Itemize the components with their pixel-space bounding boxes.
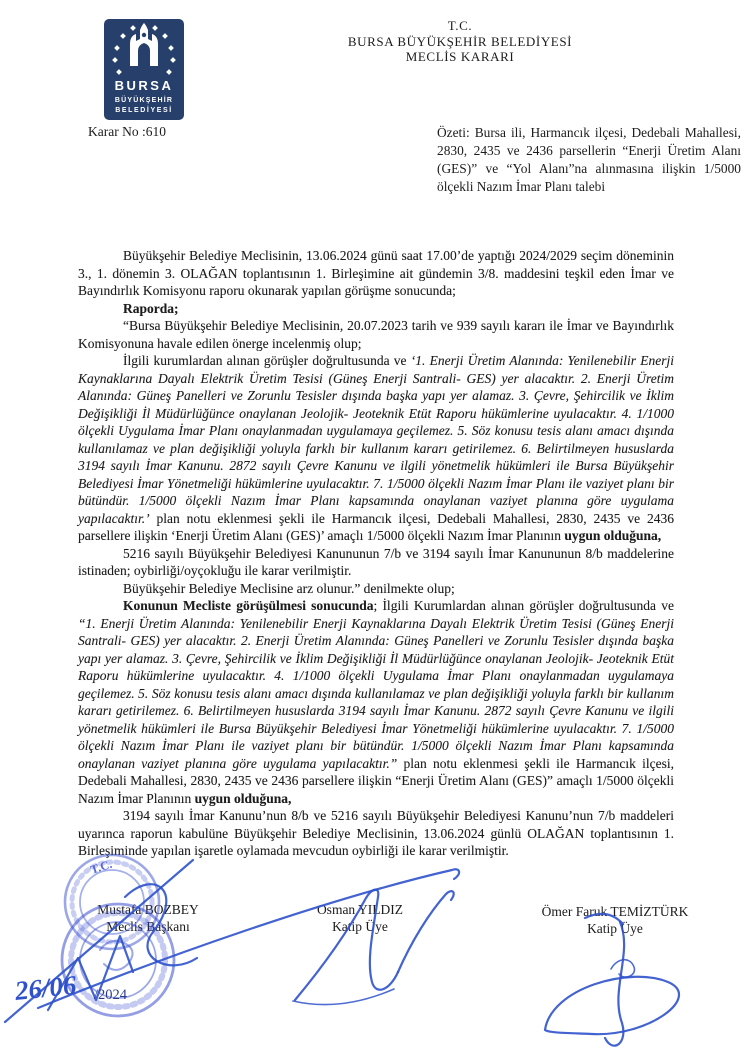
body-paragraph-intro	[78, 247, 674, 300]
signer-title: Katip Üye	[587, 921, 643, 936]
council-tail: plan notu eklenmesi şekli ile Harmancık ilçesi, Dedebali Mahallesi, 2830, 2435 ve 2436 parsellere ilişkin “Enerji Üretim Alanı (GES)” amaçlı 1/5000 ölçekli Nazım İmar Planının	[78, 755, 674, 806]
decision-number: Karar No :610	[88, 124, 166, 139]
signature-block-katip-uye-2	[515, 903, 715, 937]
raporda-heading: Raporda;	[123, 300, 179, 316]
approval-phrase-1: uygun olduğuna,	[564, 528, 662, 543]
council-decision-heading: Konunun Mecliste görüşülmesi sonucunda	[123, 598, 374, 613]
logo-text-bursa: BURSA	[114, 78, 174, 93]
body-paragraph-submission	[78, 580, 674, 598]
opinion-tail: plan notu eklenmesi şekli ile Harmancık ilçesi, Dedebali Mahallesi, 2830, 2435 ve 2436 parsellere ilişkin ‘Enerji Üretim Alanı (GES)’ amaçlı 1/5000 ölçekli Nazım İmar Planının	[78, 510, 674, 543]
signature-block-katip-uye-1	[280, 901, 440, 935]
letterhead	[270, 18, 650, 65]
signer-name: Osman YILDIZ	[316, 902, 404, 917]
council-lead: ; İlgili Kurumlardan alınan görüşler doğrultusunda ve	[373, 598, 674, 613]
signature-block-meclis-baskani	[58, 901, 238, 935]
letterhead-municipality: BURSA BÜYÜKŞEHİR BELEDİYESİ	[347, 33, 573, 49]
intro-text: Büyükşehir Belediye Meclisinin, 13.06.2024 günü saat 17.00’de yaptığı 2024/2029 seçim döneminin 3., 1. dönemin 3. OLAĞAN toplantısının 1. Birleşimine ait gündemin 3/8. maddesini teşkil eden İmar ve Bayındırlık Komisyonu raporu okunarak yapılan görüşme sonucunda;	[78, 248, 674, 298]
date-year: /2024	[94, 987, 128, 1003]
body-paragraph-raporda	[78, 300, 674, 318]
body-paragraph-commission-opinion	[78, 352, 674, 545]
summary-paragraph: Özeti: Bursa ili, Harmancık ilçesi, Dedebali Mahallesi, 2830, 2435 ve 2436 parsellerin “Enerji Üretim Alanı (GES)” ve “Yol Alanı”na alınmasına ilişkin 1/5000 ölçekli Nazım İmar Planı talebi	[437, 125, 741, 194]
letterhead-doc-type: MECLİS KARARI	[405, 49, 515, 64]
submission-text: Büyükşehir Belediye Meclisine arz olunur.” denilmekte olup;	[123, 580, 455, 596]
signer-title: Katip Üye	[332, 919, 388, 934]
handwritten-date	[12, 970, 127, 1006]
opinion-lead: İlgili kurumlardan alınan görüşler doğrultusunda ve	[123, 353, 411, 368]
body-paragraph-referral	[78, 317, 674, 352]
signer-name: Ömer Faruk TEMİZTÜRK	[541, 904, 689, 919]
signer-name: Mustafa BOZBEY	[97, 902, 199, 917]
approval-phrase-2: uygun olduğuna,	[194, 790, 292, 806]
body-paragraph-legal-basis	[78, 545, 674, 580]
date-day-month: 26/06	[13, 969, 78, 1006]
final-vote-text: 3194 sayılı İmar Kanunu’nun 8/b ve 5216 sayılı Büyükşehir Belediyesi Kanunu’nun 7/b maddeleri uyarınca raporun kabulüne Büyükşehir Belediye Meclisinin, 13.06.2024 günlü OLAĞAN toplantısının 1. Birleşiminde yapılan işaretle oylamada mevcudun oybirliği ile karar verilmiştir.	[78, 808, 674, 858]
signature-ink-meclis-baskani	[5, 860, 459, 1022]
legal-basis-text: 5216 sayılı Büyükşehir Belediyesi Kanununun 7/b ve 3194 sayılı İmar Kanununun 8/b maddelerine istinaden; oybirliği/oyçokluğu ile karar verilmiştir.	[78, 545, 674, 578]
decision-body	[78, 247, 674, 860]
plan-note-quote-2: “1. Enerji Üretim Alanında: Yenilenebilir Enerji Kaynaklarına Dayalı Elektrik Üretim Tesisi (Güneş Enerji Santrali- GES) yer alacaktır. 2. Enerji Üretim Alanında: Güneş Panelleri ve Zorunlu Tesisler dışında başka yapı yer alamaz. 3. Çevre, Şehircilik ve İklim Değişikliği İl Müdürlüğünce onaylanan Jeolojik- Jeoteknik Etüt Raporu hükümlerine uyulacaktır. 4. 1/1000 ölçekli Uygulama İmar Planı onaylanmadan uygulamaya geçilemez. 5. Söz konusu tesis alanı amacı dışında kullanılamaz ve plan değişikliği yoluyla farklı bir kullanım kararı getirilemez. 6. Belirtilmeyen hususlarda 3194 sayılı İmar Kanunu. 2872 sayılı Çevre Kanunu ve ilgili yönetmelik hükümleri ile Bursa Büyükşehir Belediyesi İmar Yönetmeliği hükümlerine uyulacaktır. 7. 1/5000 ölçekli Nazım İmar Planı ile vaziyet planı bir bütündür. 1/5000 ölçekli Nazım İmar Planı kapsamında onaylanan vaziyet planına göre uygulama yapılacaktır.”	[78, 615, 674, 771]
stamp-tc-text: T.C.	[88, 856, 114, 877]
referral-text: “Bursa Büyükşehir Belediye Meclisinin, 20.07.2023 tarih ve 939 sayılı kararı ile İmar ve Bayındırlık Komisyonuna havale edilen önerge incelenmiş olup;	[78, 318, 674, 351]
official-stamp-icon	[62, 855, 174, 1016]
signer-title: Meclis Başkanı	[106, 919, 190, 934]
body-paragraph-final-vote	[78, 807, 674, 860]
letterhead-tc: T.C.	[447, 18, 473, 33]
logo-text-belediyesi: BELEDİYESİ	[115, 107, 173, 114]
plan-note-quote-1: ‘1. Enerji Üretim Alanında: Yenilenebilir Enerji Kaynaklarına Dayalı Elektrik Üretim Tesisi (Güneş Enerji Santrali- GES) yer alacaktır. 2. Enerji Üretim Alanında: Güneş Panelleri ve Zorunlu Tesisler dışında başka yapı yer alamaz. 3. Çevre, Şehircilik ve İklim Değişikliği İl Müdürlüğünce onaylanan Jeolojik- Jeoteknik Etüt Raporu hükümlerine uyulacaktır. 4. 1/1000 ölçekli Uygulama İmar Planı onaylanmadan uygulamaya geçilemez. 5. Söz konusu tesis alanı amacı dışında kullanılamaz ve plan değişikliği yoluyla farklı bir kullanım kararı getirilemez. 6. Belirtilmeyen hususlarda 3194 sayılı İmar Kanunu. 2872 sayılı Çevre Kanunu ve ilgili yönetmelik hükümleri ile Bursa Büyükşehir Belediyesi İmar Yönetmeliği hükümlerine uyulacaktır. 7. 1/5000 ölçekli Nazım İmar Planı ile vaziyet planı bir bütündür. 1/5000 ölçekli Nazım İmar Planı kapsamında onaylanan vaziyet planına göre uygulama yapılacaktır.’	[78, 353, 674, 526]
logo-text-buyuksehir: BÜYÜKŞEHİR	[114, 97, 174, 104]
ink-layer	[0, 840, 750, 1052]
body-paragraph-council-decision	[78, 597, 674, 807]
bursa-municipality-logo	[103, 18, 185, 121]
